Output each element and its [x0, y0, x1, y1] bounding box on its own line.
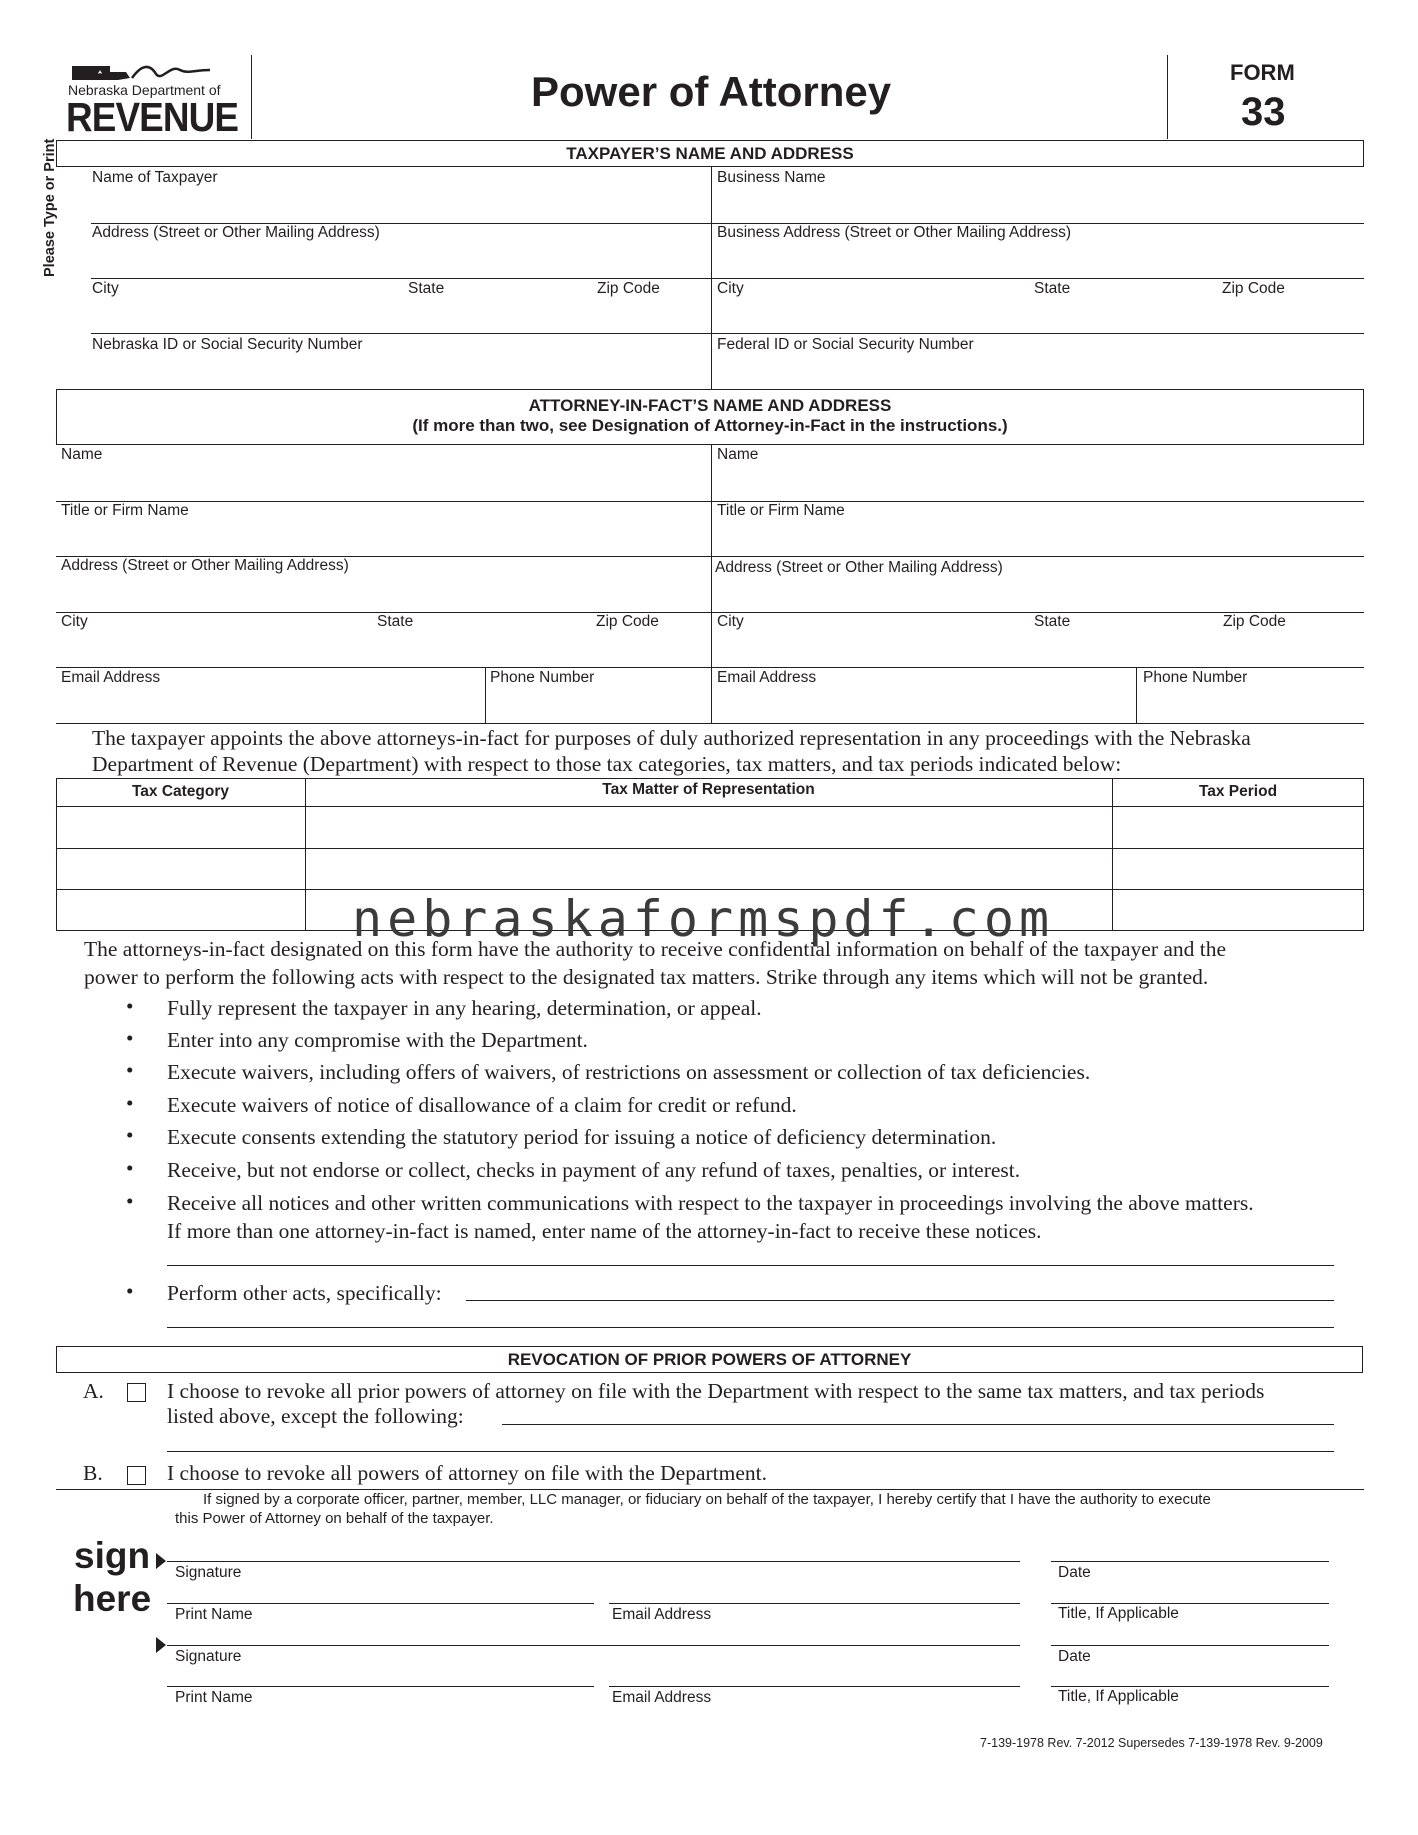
tax-table-row[interactable]	[57, 849, 1363, 889]
certify-text-line2: this Power of Attorney on behalf of the taxpayer.	[175, 1510, 494, 1527]
nebraska-id-field[interactable]: Nebraska ID or Social Security Number	[92, 336, 363, 353]
tax-category-header: Tax Category	[131, 783, 230, 800]
revocation-heading: REVOCATION OF PRIOR POWERS OF ATTORNEY	[56, 1346, 1363, 1373]
phone-divider-2	[1136, 667, 1137, 723]
revocation-a-checkbox[interactable]	[127, 1383, 146, 1402]
signature-line-2[interactable]	[167, 1645, 1020, 1646]
print-name-line-2[interactable]	[167, 1686, 594, 1687]
attorney2-title-field[interactable]: Title or Firm Name	[717, 502, 845, 519]
sign-arrow-icon	[156, 1553, 166, 1569]
attorney-section-heading	[56, 389, 1364, 445]
form-number-divider	[1167, 55, 1168, 139]
attorney2-state-field[interactable]: State	[1034, 613, 1071, 630]
business-zip-field[interactable]: Zip Code	[1222, 280, 1285, 297]
tax-period-header: Tax Period	[1198, 783, 1278, 800]
email-line-2[interactable]	[609, 1686, 1020, 1687]
signature-label-1: Signature	[175, 1564, 242, 1581]
revocation-b-letter: B.	[83, 1461, 103, 1485]
nebraska-map-icon	[70, 62, 220, 84]
attorney1-name-field[interactable]: Name	[61, 446, 103, 463]
certify-text-line1: If signed by a corporate officer, partner, member, LLC manager, or fiduciary on behalf of the taxpayer, I hereby certify that I have the authority to execute	[203, 1491, 1211, 1508]
bullet-mark: •	[126, 1189, 134, 1213]
other-acts-line-2[interactable]	[167, 1327, 1334, 1328]
taxpayer-city-field[interactable]: City	[92, 280, 119, 297]
bullet-mark: •	[126, 1091, 134, 1115]
other-acts-label: Perform other acts, specifically:	[167, 1281, 442, 1305]
email-line-1[interactable]	[609, 1603, 1020, 1604]
title-line-1[interactable]	[1051, 1603, 1329, 1604]
title-label-2: Title, If Applicable	[1058, 1688, 1179, 1705]
bullet-mark: •	[126, 1123, 134, 1147]
federal-id-field[interactable]: Federal ID or Social Security Number	[717, 336, 974, 353]
business-city-field[interactable]: City	[717, 280, 744, 297]
business-state-field[interactable]: State	[1034, 280, 1071, 297]
date-label-1: Date	[1058, 1564, 1091, 1581]
revocation-b-text: I choose to revoke all powers of attorney on file with the Department.	[167, 1461, 768, 1485]
revocation-bottom-line	[56, 1489, 1364, 1490]
row-line	[91, 278, 1364, 279]
taxpayer-section-heading: TAXPAYER’S NAME AND ADDRESS	[56, 140, 1364, 167]
date-label-2: Date	[1058, 1648, 1091, 1665]
revocation-except-line[interactable]	[502, 1424, 1334, 1425]
bullet-item: Fully represent the taxpayer in any hearing, determination, or appeal.	[167, 996, 762, 1020]
taxpayer-name-field[interactable]: Name of Taxpayer	[92, 169, 218, 186]
attorney1-phone-field[interactable]: Phone Number	[490, 669, 595, 686]
signature-label-2: Signature	[175, 1648, 242, 1665]
print-name-label-1: Print Name	[175, 1606, 253, 1623]
sign-word: sign	[74, 1535, 151, 1576]
here-word: here	[73, 1578, 152, 1619]
revocation-a-text-line2: listed above, except the following:	[167, 1404, 464, 1428]
bullet-mark: •	[126, 1156, 134, 1180]
date-line-2[interactable]	[1051, 1645, 1329, 1646]
taxpayer-address-field[interactable]: Address (Street or Other Mailing Address)	[92, 224, 380, 241]
attorney1-title-field[interactable]: Title or Firm Name	[61, 502, 189, 519]
authority-text-line1: The attorneys-in-fact designated on this form have the authority to receive confidential information on behalf of the taxpayer and the	[84, 937, 1227, 961]
form-label: FORM	[1230, 60, 1295, 85]
authority-text-line2: power to perform the following acts with respect to the designated tax matters. Strike through any items which will not be granted.	[84, 965, 1209, 989]
bullet-mark: •	[126, 1058, 134, 1082]
attorney2-name-field[interactable]: Name	[717, 446, 759, 463]
attorney2-address-field[interactable]: Address (Street or Other Mailing Address)	[715, 559, 1003, 576]
attorney2-email-field[interactable]: Email Address	[717, 669, 817, 686]
logo-department-text: Nebraska Department of	[68, 82, 221, 98]
revocation-a-text-line1: I choose to revoke all prior powers of attorney on file with the Department with respect to the same tax matters, and tax periods	[167, 1379, 1265, 1403]
footer-revision: 7-139-1978 Rev. 7-2012 Supersedes 7-139-1978 Rev. 9-2009	[980, 1736, 1323, 1750]
header-divider	[251, 55, 252, 139]
print-name-line-1[interactable]	[167, 1603, 594, 1604]
appoint-text-line1: The taxpayer appoints the above attorneys-in-fact for purposes of duly authorized representation in any proceedings with the Nebraska	[92, 726, 1251, 750]
sign-arrow-icon	[156, 1637, 166, 1653]
revocation-a-letter: A.	[83, 1379, 104, 1403]
bullet-item: Enter into any compromise with the Department.	[167, 1028, 588, 1052]
date-line-1[interactable]	[1051, 1561, 1329, 1562]
watermark: nebraskaformspdf.com	[352, 890, 1055, 948]
attorney1-email-field[interactable]: Email Address	[61, 669, 161, 686]
bullet-mark: •	[126, 994, 134, 1018]
attorney-heading-line1: ATTORNEY-IN-FACT’S NAME AND ADDRESS	[528, 396, 892, 415]
row-line	[56, 612, 1364, 613]
attorney-heading-line2: (If more than two, see Designation of Attorney-in-Fact in the instructions.)	[412, 416, 1008, 435]
row-line	[56, 501, 1364, 502]
row-line	[56, 667, 1364, 668]
page-title: Power of Attorney	[531, 68, 892, 115]
email-label-1: Email Address	[612, 1606, 712, 1623]
email-label-2: Email Address	[612, 1689, 712, 1706]
bullet-mark: •	[126, 1026, 134, 1050]
attorney2-city-field[interactable]: City	[717, 613, 744, 630]
revocation-except-line-2[interactable]	[167, 1451, 1334, 1452]
phone-divider-1	[485, 667, 486, 723]
bullet-item: Receive all notices and other written communications with respect to the taxpayer in proceedings involving the above matters.	[167, 1191, 1254, 1215]
bullet-mark: •	[126, 1279, 134, 1303]
attorney1-city-field[interactable]: City	[61, 613, 88, 630]
bullet-item: Execute waivers of notice of disallowance of a claim for credit or refund.	[167, 1093, 797, 1117]
appoint-text-line2: Department of Revenue (Department) with respect to those tax categories, tax matters, and tax periods indicated below:	[92, 752, 1122, 776]
title-label-1: Title, If Applicable	[1058, 1605, 1179, 1622]
attorney1-state-field[interactable]: State	[377, 613, 414, 630]
bullet-item-continued: If more than one attorney-in-fact is named, enter name of the attorney-in-fact to receive these notices.	[167, 1219, 1042, 1243]
please-type-or-print-label: Please Type or Print	[42, 138, 58, 277]
tax-matter-header: Tax Matter of Representation	[602, 781, 815, 798]
revocation-b-checkbox[interactable]	[127, 1466, 146, 1485]
title-line-2[interactable]	[1051, 1686, 1329, 1687]
attorney-column-divider	[711, 445, 712, 723]
bullet-item: Execute waivers, including offers of waivers, of restrictions on assessment or collection of tax deficiencies.	[167, 1060, 1091, 1084]
attorney1-zip-field[interactable]: Zip Code	[596, 613, 659, 630]
bullet-item: Receive, but not endorse or collect, checks in payment of any refund of taxes, penalties, or interest.	[167, 1158, 1021, 1182]
business-name-field[interactable]: Business Name	[717, 169, 826, 186]
bullet-item: Execute consents extending the statutory period for issuing a notice of deficiency determination.	[167, 1125, 997, 1149]
print-name-label-2: Print Name	[175, 1689, 253, 1706]
other-acts-line[interactable]	[466, 1300, 1334, 1301]
row-line	[91, 333, 1364, 334]
attorney2-phone-field[interactable]: Phone Number	[1143, 669, 1248, 686]
form-number: 33	[1241, 90, 1286, 134]
tax-table-row[interactable]	[57, 807, 1363, 848]
logo	[66, 58, 256, 140]
attorney1-address-field[interactable]: Address (Street or Other Mailing Address)	[61, 557, 349, 574]
attorney2-zip-field[interactable]: Zip Code	[1223, 613, 1286, 630]
notice-recipient-line[interactable]	[167, 1265, 1334, 1266]
taxpayer-state-field[interactable]: State	[408, 280, 445, 297]
business-address-field[interactable]: Business Address (Street or Other Mailing Address)	[717, 224, 1072, 241]
taxpayer-zip-field[interactable]: Zip Code	[597, 280, 660, 297]
signature-line-1[interactable]	[167, 1561, 1020, 1562]
logo-revenue-text: REVENUE	[66, 94, 239, 140]
